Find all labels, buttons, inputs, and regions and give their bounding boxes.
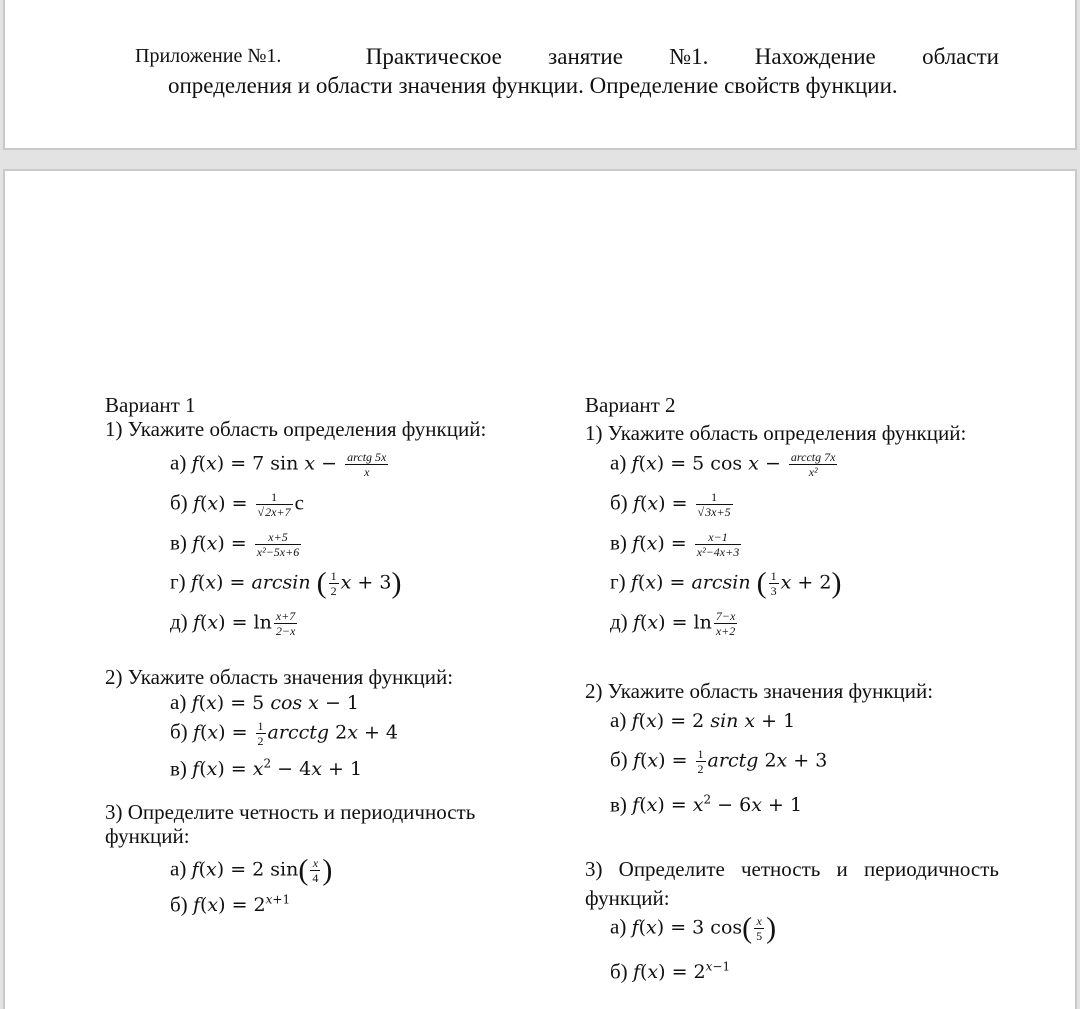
label: б) bbox=[610, 959, 628, 984]
v1-q2-a: а) f(x) = 5 cos x − 1 bbox=[170, 690, 359, 714]
v2-q1-e: д) f(x) = ln $\frac{7-x}{x+2}$ bbox=[610, 609, 736, 638]
v1-q1-e: д) f(x) = ln $\frac{x+7}{2-x}$ bbox=[170, 609, 296, 638]
label: а) bbox=[170, 856, 187, 881]
label: б) bbox=[170, 490, 188, 515]
label: а) bbox=[170, 450, 187, 475]
v2-q2-c: в) $f(x) = x^2 - 6x + 1$ bbox=[610, 792, 803, 817]
v2-q1-b: б) f(x) = $\frac{1}{√3x+5}$ bbox=[610, 490, 731, 519]
label: а) bbox=[610, 708, 627, 732]
label: б) bbox=[610, 490, 628, 515]
label: в) bbox=[610, 530, 627, 555]
label: д) bbox=[610, 609, 628, 634]
v1-question-3-line-2: функций: bbox=[105, 824, 190, 848]
header-word: области bbox=[922, 44, 999, 69]
v1-q1-b: б) f(x) = $\frac{1}{√2x+7}$ с bbox=[170, 490, 304, 519]
v2-question-2: 2) Укажите область значения функций: bbox=[585, 679, 934, 703]
appendix-label: Приложение №1. bbox=[135, 45, 282, 67]
label: в) bbox=[610, 792, 627, 817]
label: в) bbox=[170, 756, 187, 781]
label: д) bbox=[170, 609, 188, 634]
v1-q1-d: г) f(x) = arcsin ( $\frac{1}{2}$ x + 3) bbox=[170, 566, 402, 600]
v1-q1-a: а) f(x) = 7 sin x − $\frac{\text{arctg 5x}}{x}$ bbox=[170, 450, 387, 479]
label: в) bbox=[170, 530, 187, 555]
label: г) bbox=[610, 569, 626, 594]
variant-2-title: Вариант 2 bbox=[585, 393, 676, 417]
word: и bbox=[836, 857, 848, 881]
v2-q1-a: а) f(x) = 5 cos x − $\frac{\text{arcctg 7x}}{\text{x²}}$ bbox=[610, 450, 836, 479]
header-word: Практическое bbox=[365, 44, 502, 69]
word: периодичность bbox=[863, 857, 999, 881]
v2-q2-b: б) f(x) = $\frac{1}{2}$ arctg 2x + 3 bbox=[610, 747, 828, 776]
v2-question-1: 1) Укажите область определения функций: bbox=[585, 421, 967, 445]
label: а) bbox=[610, 450, 627, 475]
label: б) bbox=[170, 892, 188, 917]
v2-question-3-line-2: функций: bbox=[585, 886, 670, 910]
word: 3) bbox=[585, 857, 603, 881]
v2-question-3-line-1 bbox=[585, 857, 999, 881]
word: четность bbox=[740, 857, 821, 881]
v1-q3-a: а) f(x) = 2 sin( $\frac{x}{4}$ ) bbox=[170, 853, 333, 887]
v2-q1-c: в) f(x) = $\frac{x-1}{\text{x²−4x+3}}$ bbox=[610, 530, 740, 559]
v1-q2-c: в) $f(x) = x^2 - 4x + 1$ bbox=[170, 756, 363, 781]
v2-q1-d: г) f(x) = arcsin ( $\frac{1}{3}$ x + 2) bbox=[610, 566, 842, 600]
label: б) bbox=[610, 747, 628, 772]
v1-q3-b: б) $f(x) = 2^{x+1}$ bbox=[170, 892, 291, 917]
v2-q2-a: а) f(x) = 2 sin x + 1 bbox=[610, 708, 796, 732]
v2-q3-b: б) $f(x) = 2^{x-1}$ bbox=[610, 959, 731, 984]
v2-q3-a: а) f(x) = 3 cos( $\frac{x}{5}$ ) bbox=[610, 911, 777, 945]
variant-1-title: Вариант 1 bbox=[105, 393, 196, 417]
header-line-2: определения и области значения функции. Определение свойств функции. bbox=[168, 73, 898, 98]
header-word: Нахождение bbox=[754, 44, 876, 69]
label: а) bbox=[170, 690, 187, 714]
header-line-1 bbox=[135, 42, 999, 71]
header-word: №1. bbox=[669, 44, 709, 69]
header-word: занятие bbox=[548, 44, 623, 69]
label: г) bbox=[170, 569, 186, 594]
page-2 bbox=[3, 169, 1077, 1009]
v1-q2-b: б) f(x) = $\frac{1}{2}$ arcctg 2x + 4 bbox=[170, 719, 398, 748]
v1-q1-c: в) f(x) = $\frac{x+5}{\text{x²−5x+6}}$ bbox=[170, 530, 300, 559]
label: а) bbox=[610, 914, 627, 939]
v1-question-1: 1) Укажите область определения функций: bbox=[105, 417, 487, 441]
word: Определите bbox=[618, 857, 725, 881]
v1-question-2: 2) Укажите область значения функций: bbox=[105, 665, 454, 689]
v1-question-3-line-1: 3) Определите четность и периодичность bbox=[105, 800, 476, 824]
label: б) bbox=[170, 719, 188, 744]
